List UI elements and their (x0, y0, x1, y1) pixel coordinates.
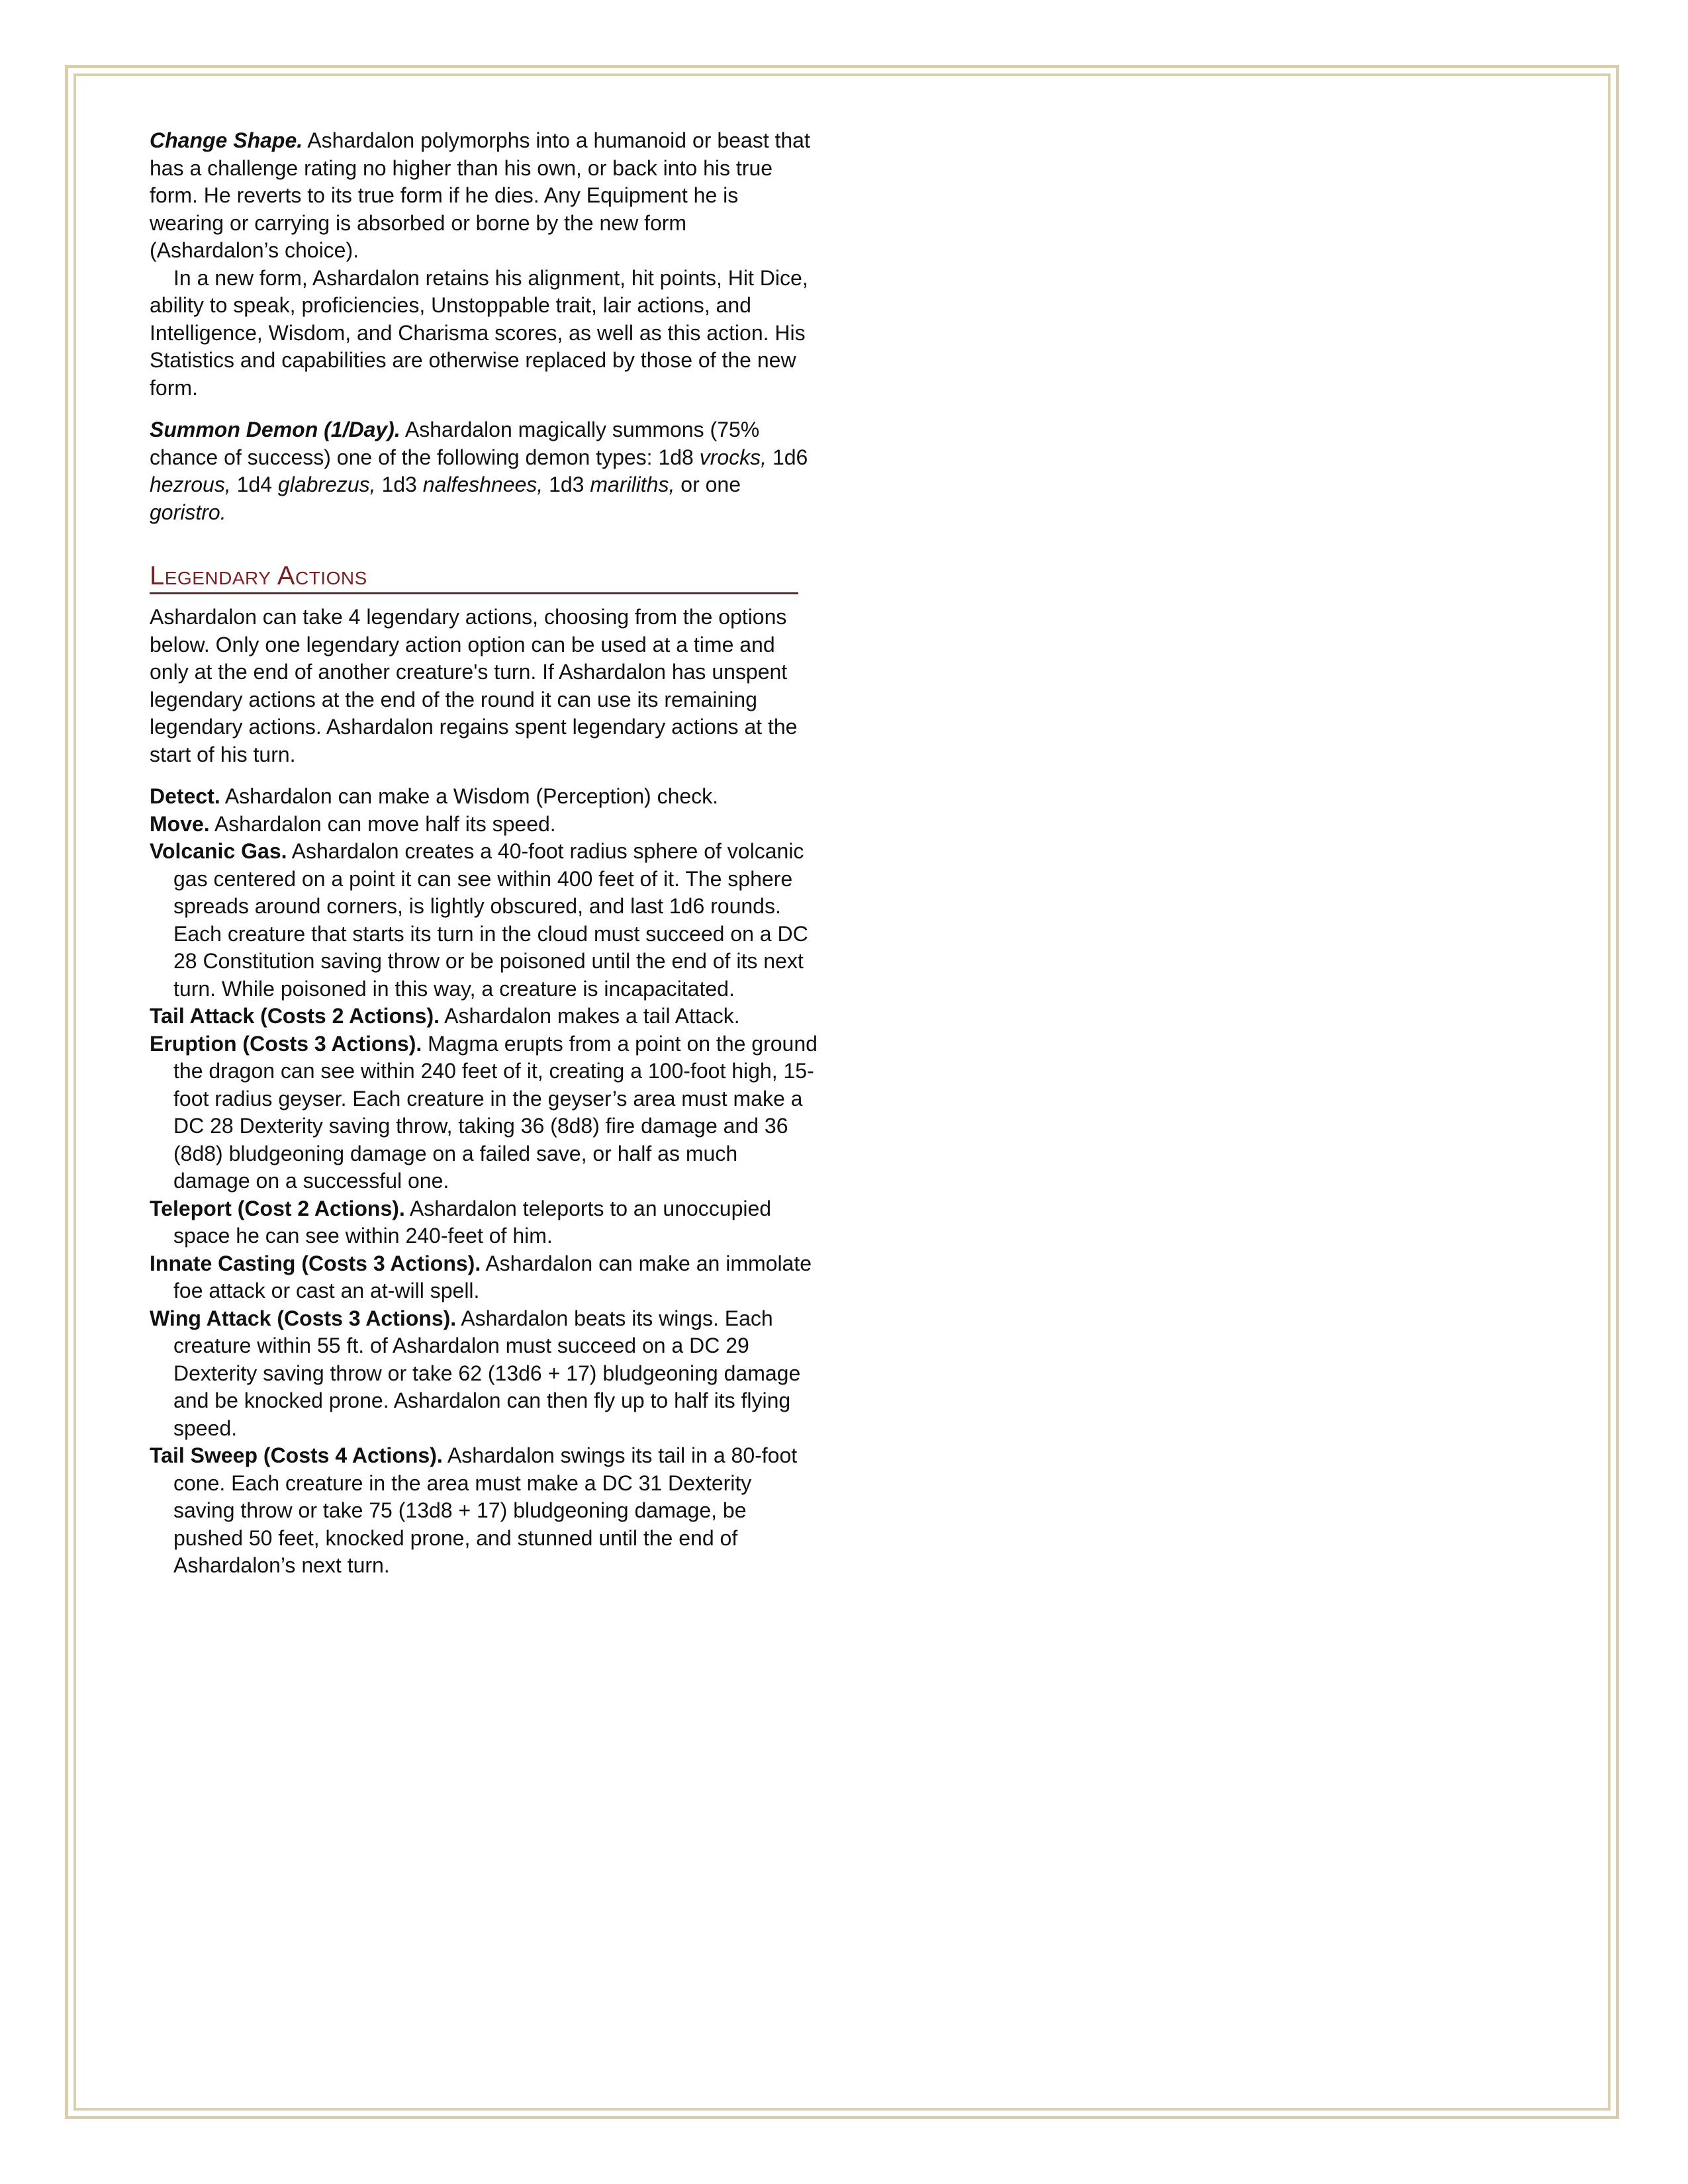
change-shape-paragraph (150, 127, 818, 265)
demon-type: mariliths, (590, 473, 675, 496)
change-shape-body: Ashardalon polymorphs into a humanoid or beast that has a challenge rating no higher than his own, or back into his true form. He reverts to its true form if he dies. Any Equipment he is wearing or carrying is absorbed or borne by the new form (Ashardalon’s choice). (150, 128, 810, 262)
summon-demon-text: 1d4 (230, 473, 278, 496)
action-name: Teleport (Cost 2 Actions). (150, 1196, 405, 1220)
text-column (150, 127, 818, 1580)
action-name: Volcanic Gas. (150, 839, 287, 863)
action-text: Ashardalon swings its tail in a 80-foot cone. Each creature in the area must make a DC 31 Dexterity saving throw or take 75 (13d8 + 17) bludgeoning damage, be pushed 50 feet, knocked prone, and stunned until the end of Ashardalon’s next turn. (173, 1443, 798, 1577)
action-name: Wing Attack (Costs 3 Actions). (150, 1306, 457, 1330)
action-name: Tail Attack (Costs 2 Actions). (150, 1004, 440, 1028)
legendary-action-wing-attack (150, 1305, 818, 1443)
demon-type: goristro. (150, 500, 226, 524)
action-name: Innate Casting (Costs 3 Actions). (150, 1251, 481, 1275)
change-shape-title: Change Shape. (150, 128, 303, 152)
action-name: Move. (150, 811, 210, 836)
demon-type: hezrous, (150, 473, 231, 496)
summon-demon-text: 1d6 (767, 445, 808, 469)
action-text: Ashardalon beats its wings. Each creature within 55 ft. of Ashardalon must succeed on a DC 29 Dexterity saving throw or take 62 (13d6 + 17) bludgeoning damage and be knocked prone. Ashardalon can then fly up to half its flying speed. (173, 1306, 801, 1440)
action-name: Eruption (Costs 3 Actions). (150, 1031, 422, 1056)
action-text: Ashardalon can move half its speed. (209, 811, 556, 836)
change-shape-paragraph-2: In a new form, Ashardalon retains his alignment, hit points, Hit Dice, ability to speak, proficiencies, Unstoppable trait, lair actions, and Intelligence, Wisdom, and Charisma scores, as well as this action. His Statistics and capabilities are otherwise replaced by those of the new form. (150, 265, 808, 400)
legendary-action-tail-attack (150, 1003, 818, 1030)
demon-type: vrocks, (699, 445, 767, 469)
demon-type: nalfeshnees, (422, 473, 543, 496)
legendary-action-tail-sweep (150, 1442, 818, 1580)
summon-demon-paragraph (150, 416, 818, 526)
summon-demon-text: 1d3 (375, 473, 423, 496)
legendary-action-detect (150, 783, 818, 811)
action-text: Magma erupts from a point on the ground the dragon can see within 240 feet of it, creating a 100-foot high, 15-foot radius geyser. Each creature in the geyser’s area must make a DC 28 Dexterity saving throw, taking 36 (8d8) fire damage and 36 (8d8) bludgeoning damage on a failed save, or half as much damage on a successful one. (173, 1031, 818, 1193)
action-name: Detect. (150, 784, 220, 808)
legendary-action-move (150, 811, 818, 839)
action-text: Ashardalon makes a tail Attack. (440, 1004, 740, 1028)
legendary-actions-heading: Legendary Actions (150, 559, 798, 594)
legendary-action-list (150, 783, 818, 1580)
legendary-action-innate-casting (150, 1250, 818, 1305)
action-text: Ashardalon teleports to an unoccupied space he can see within 240-feet of him. (173, 1196, 772, 1248)
summon-demon-text: or one (675, 473, 741, 496)
legendary-action-teleport (150, 1195, 818, 1250)
summon-demon-title: Summon Demon (1/Day). (150, 418, 400, 441)
action-text: Ashardalon creates a 40-foot radius sphere of volcanic gas centered on a point it can see within 400 feet of it. The sphere spreads around corners, is lightly obscured, and last 1d6 rounds. Each creature that starts its turn in the cloud must succeed on a DC 28 Constitution saving throw or be poisoned until the end of its next turn. While poisoned in this way, a creature is incapacitated. (173, 839, 808, 1001)
summon-demon-text: 1d3 (543, 473, 590, 496)
legendary-intro: Ashardalon can take 4 legendary actions, choosing from the options below. Only one legendary action option can be used at a time and only at the end of another creature's turn. If Ashardalon has unspent legendary actions at the end of the round it can use its remaining legendary actions. Ashardalon regains spent legendary actions at the start of his turn. (150, 605, 798, 766)
legendary-action-eruption (150, 1030, 818, 1195)
demon-type: glabrezus, (277, 473, 376, 496)
action-name: Tail Sweep (Costs 4 Actions). (150, 1443, 443, 1467)
summon-demon-text: Ashardalon magically summons (75% chance of success) one of the following demon types: 1d8 (150, 418, 760, 469)
action-text: Ashardalon can make a Wisdom (Perception) check. (220, 784, 719, 808)
legendary-action-volcanic-gas (150, 838, 818, 1003)
action-text: Ashardalon can make an immolate foe attack or cast an at-will spell. (173, 1251, 812, 1302)
